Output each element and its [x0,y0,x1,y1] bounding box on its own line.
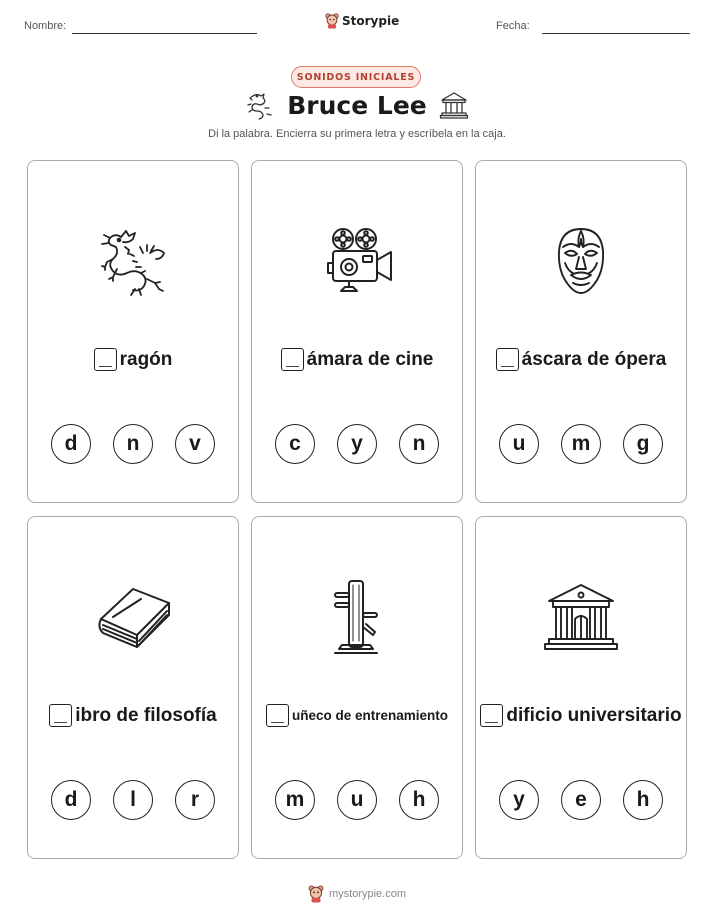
letter-option[interactable]: c [275,424,315,464]
letter-option[interactable]: r [175,780,215,820]
answer-box[interactable] [480,704,503,727]
instruction-text: Di la palabra. Encierra su primera letra y escríbela en la caja. [208,128,506,140]
date-line[interactable] [542,33,690,34]
letter-options [476,424,686,464]
letter-option[interactable]: u [337,780,377,820]
brand-name: Storypie [342,14,400,28]
answer-box[interactable] [266,704,289,727]
answer-box[interactable] [281,348,304,371]
page-title: Bruce Lee [287,90,427,120]
storypie-mascot-icon [325,13,339,29]
letter-option[interactable]: n [399,424,439,464]
letter-option[interactable]: m [561,424,601,464]
word-card-2 [251,160,463,503]
name-label: Nombre: [24,20,67,32]
letter-option[interactable]: e [561,780,601,820]
letter-option[interactable]: y [337,424,377,464]
word-text: ámara de cine [306,348,434,370]
date-label: Fecha: [496,20,530,32]
word-text: áscara de ópera [521,348,667,370]
wooden-dummy-icon [327,577,387,657]
letter-options [28,780,238,820]
film-camera-icon [319,223,395,299]
word-text: ibro de filosofía [75,704,217,726]
letter-options [252,780,462,820]
answer-box[interactable] [49,704,72,727]
letter-option[interactable]: h [623,780,663,820]
word-text: uñeco de entrenamiento [291,708,449,723]
letter-option[interactable]: u [499,424,539,464]
letter-option[interactable]: h [399,780,439,820]
brand-logo [325,13,399,29]
word-card-4 [27,516,239,859]
topic-badge: SONIDOS INICIALES [291,66,421,88]
letter-option[interactable]: m [275,780,315,820]
university-building-icon [543,579,619,655]
footer-url[interactable]: mystorypie.com [328,888,407,900]
letter-option[interactable]: y [499,780,539,820]
word-card-5 [251,516,463,859]
name-line[interactable] [72,33,257,34]
opera-mask-icon [543,223,619,299]
letter-options [252,424,462,464]
letter-option[interactable]: d [51,424,91,464]
dragon-icon [95,223,171,299]
storypie-mascot-icon [308,885,324,903]
letter-option[interactable]: v [175,424,215,464]
footer [0,885,714,903]
answer-box[interactable] [496,348,519,371]
word-text: dificio universitario [506,704,682,726]
dragon-icon [245,90,275,120]
letter-options [28,424,238,464]
book-icon [93,579,173,655]
word-card-1 [27,160,239,503]
letter-option[interactable]: l [113,780,153,820]
letter-option[interactable]: g [623,424,663,464]
word-card-6 [475,516,687,859]
temple-building-icon [439,90,469,120]
word-card-3 [475,160,687,503]
title-row [0,90,714,120]
answer-box[interactable] [94,348,117,371]
letter-options [476,780,686,820]
letter-option[interactable]: n [113,424,153,464]
word-text: ragón [119,348,173,370]
letter-option[interactable]: d [51,780,91,820]
